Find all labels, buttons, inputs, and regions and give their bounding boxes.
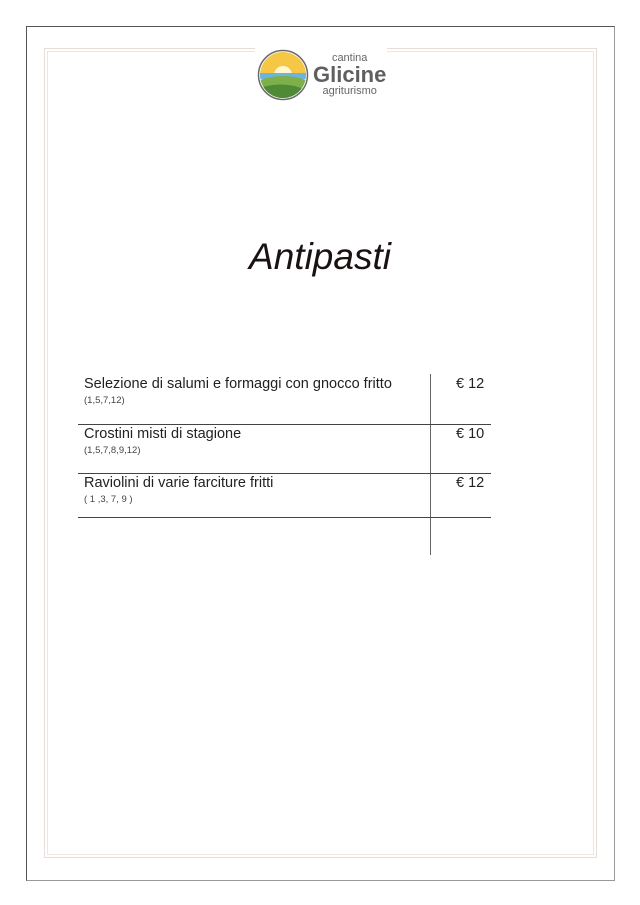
logo-text-top: cantina (331, 52, 368, 64)
menu-item (84, 376, 392, 406)
item-price: € 12 (456, 475, 485, 491)
logo-text-bottom: agriturismo (322, 85, 377, 97)
menu-item (84, 475, 273, 505)
logo (255, 44, 387, 106)
section-title: Antipasti (249, 236, 391, 277)
item-price: € 12 (456, 376, 485, 392)
item-name: Selezione di salumi e formaggi con gnocco fritto (84, 376, 392, 392)
item-name: Crostini misti di stagione (84, 426, 242, 442)
item-allergens: (1,5,7,8,9,12) (84, 445, 141, 456)
menu-item (84, 426, 241, 456)
table-column-divider (430, 374, 431, 555)
row-divider (78, 473, 491, 474)
item-name: Raviolini di varie farciture fritti (84, 475, 274, 491)
item-allergens: (1,5,7,12) (84, 395, 125, 406)
logo-emblem-icon (257, 49, 309, 101)
row-divider (78, 517, 491, 518)
row-divider (78, 424, 491, 425)
item-allergens: ( 1 ,3, 7, 9 ) (84, 494, 133, 505)
logo-text-name: Glicine (313, 62, 387, 87)
item-price: € 10 (456, 426, 485, 442)
